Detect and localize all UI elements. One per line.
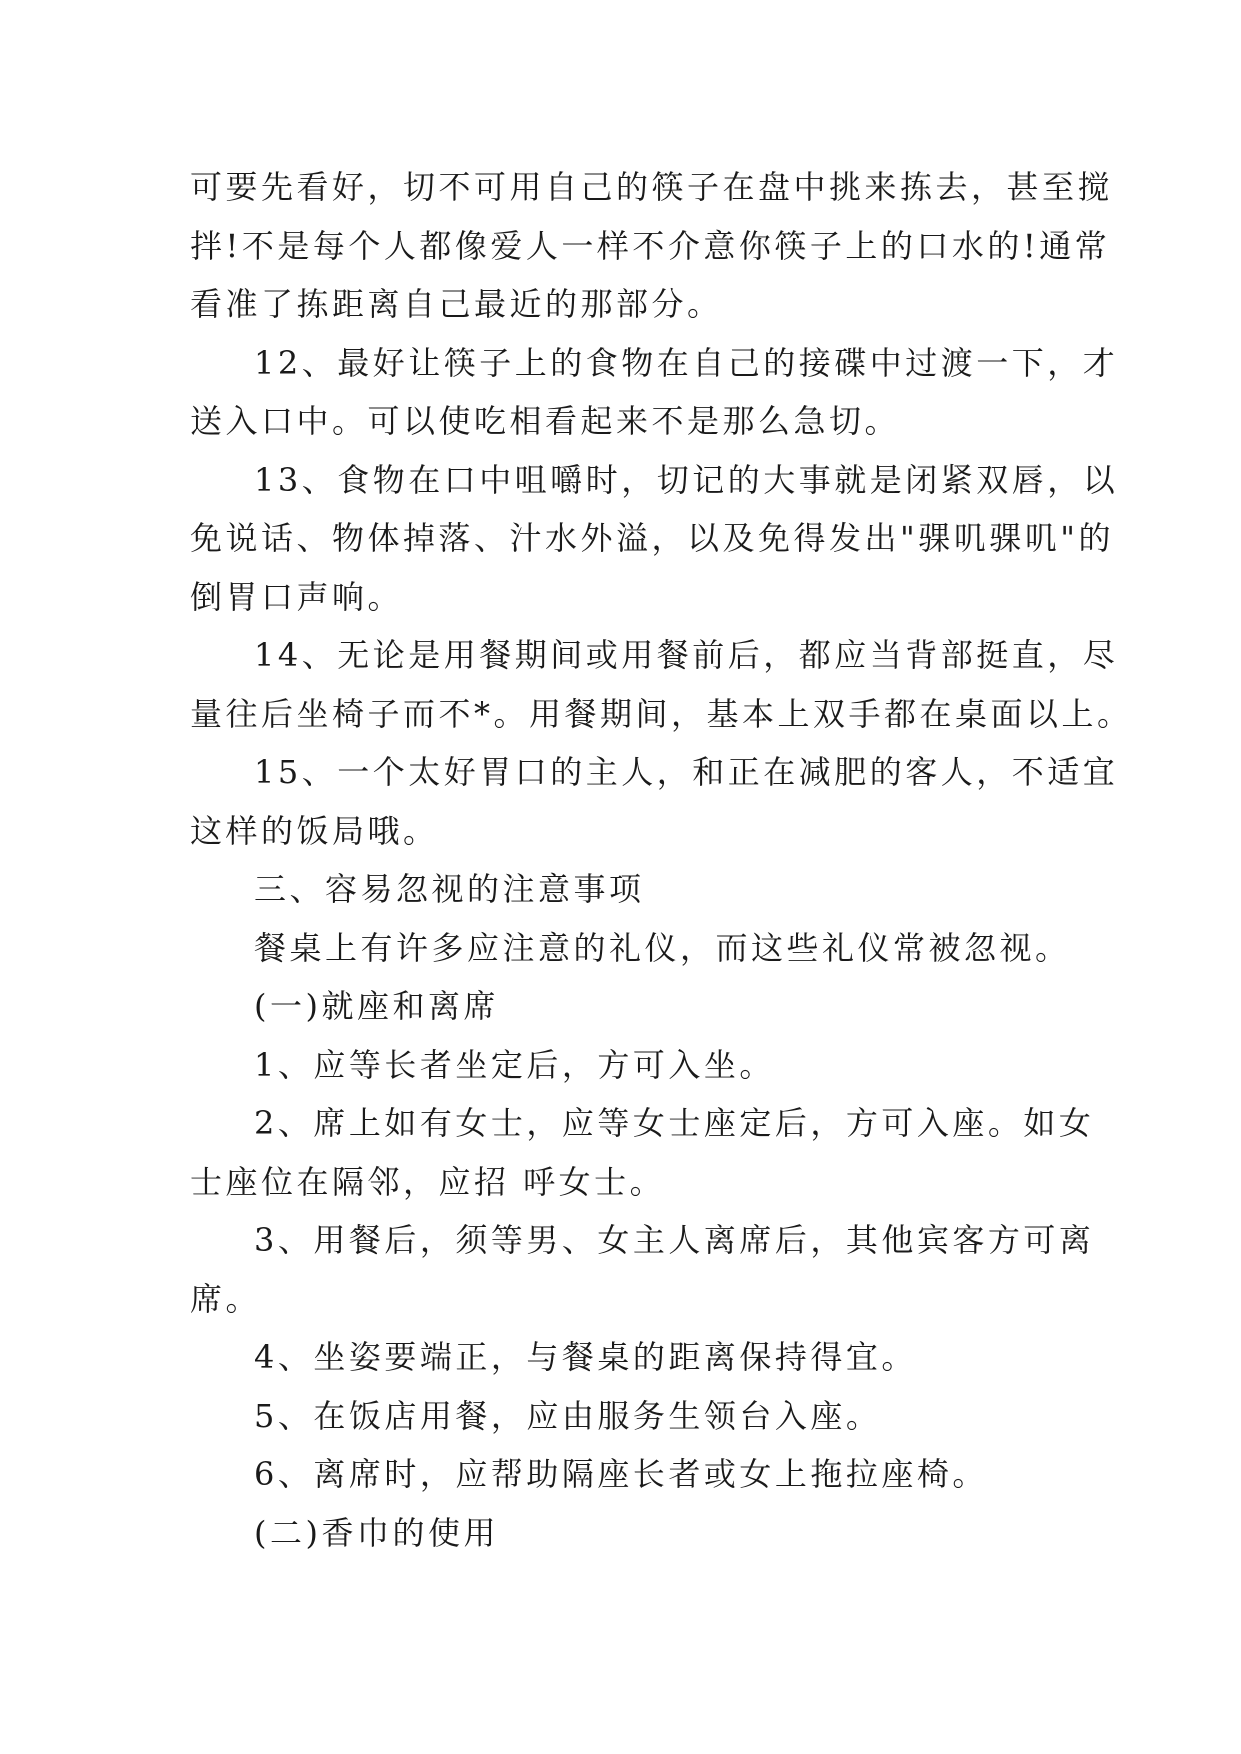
text-line: 这样的饭局哦。: [190, 811, 439, 850]
paragraph-item-13: [190, 451, 1119, 627]
text-line: 3、用餐后，须等男、女主人离席后，其他宾客方可离: [254, 1221, 1095, 1259]
text-line: 13、食物在口中咀嚼时，切记的大事就是闭紧双唇，以: [254, 460, 1119, 499]
text-line: 餐桌上有许多应注意的礼仪，而这些礼仪常被忽视。: [254, 928, 1071, 967]
text-line: 倒胃口声响。: [190, 577, 404, 616]
text-line: 4、坐姿要端正，与餐桌的距离保持得宜。: [254, 1338, 917, 1376]
paragraph-item-12: [190, 334, 1119, 451]
text-line: 14、无论是用餐期间或用餐前后，都应当背部挺直，尽: [254, 636, 1119, 674]
text-line: 送入口中。可以使吃相看起来不是那么急切。: [190, 402, 901, 440]
list-item-4: [190, 1328, 1070, 1387]
subsection-heading-2: [190, 1504, 1070, 1563]
list-item-6: [190, 1445, 1070, 1504]
text-line: 席。: [190, 1279, 262, 1318]
paragraph-item-14: [190, 626, 1133, 743]
text-line: 拌!不是每个人都像爱人一样不介意你筷子上的口水的!通常: [190, 226, 1111, 265]
section-heading-3: [190, 860, 1070, 919]
heading-text: (二)香巾的使用: [254, 1513, 499, 1552]
text-line: 量往后坐椅子而不*。用餐期间，基本上双手都在桌面以上。: [190, 694, 1133, 733]
text-line: 1、应等长者坐定后，方可入坐。: [254, 1045, 775, 1084]
list-item-5: [190, 1387, 1070, 1446]
paragraph-item-15: [190, 743, 1119, 860]
text-line: 15、一个太好胃口的主人，和正在减肥的客人，不适宜: [254, 753, 1119, 791]
paragraph-continued: [190, 158, 1114, 334]
text-line: 士座位在隔邻，应招 呼女士。: [190, 1162, 666, 1201]
document-body: [190, 158, 1133, 1562]
text-line: 看准了拣距离自己最近的那部分。: [190, 285, 723, 323]
list-item-2: [190, 1094, 1095, 1211]
text-line: 12、最好让筷子上的食物在自己的接碟中过渡一下，才: [254, 343, 1119, 382]
list-item-3: [190, 1211, 1095, 1328]
text-line: 6、离席时，应帮助隔座长者或女上拖拉座椅。: [254, 1455, 988, 1493]
text-line: 5、在饭店用餐，应由服务生领台入座。: [254, 1396, 882, 1435]
subsection-heading-1: [190, 977, 1070, 1036]
list-item-1: [190, 1036, 1070, 1095]
text-line: 可要先看好，切不可用自己的筷子在盘中挑来拣去，甚至搅: [190, 168, 1114, 206]
heading-text: 三、容易忽视的注意事项: [254, 870, 645, 908]
heading-text: (一)就座和离席: [254, 987, 499, 1025]
text-line: 免说话、物体掉落、汁水外溢，以及免得发出"骒叽骒叽"的: [190, 519, 1114, 557]
text-line: 2、席上如有女士，应等女士座定后，方可入座。如女: [254, 1104, 1095, 1142]
paragraph-intro: [190, 919, 1070, 978]
